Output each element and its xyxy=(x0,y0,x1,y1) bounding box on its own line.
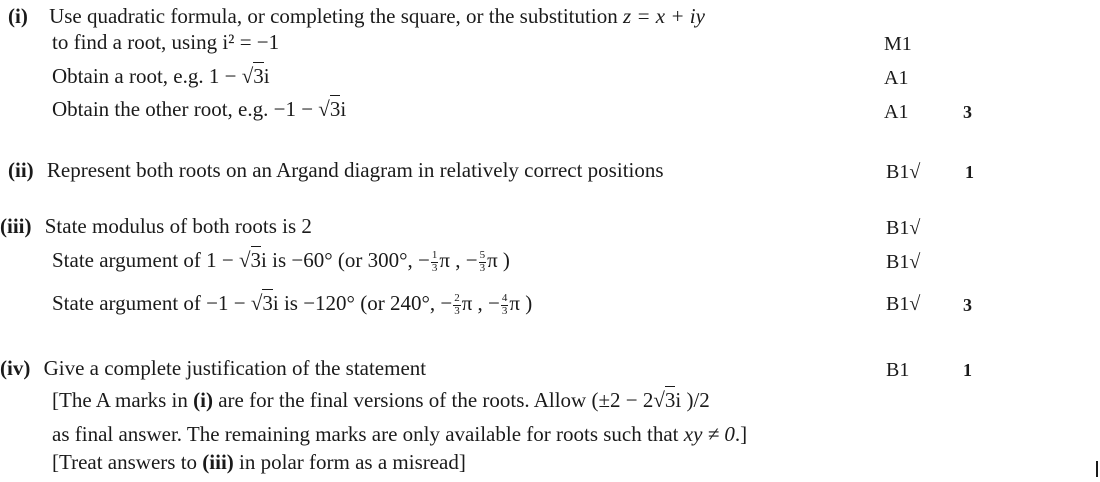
part-iii-mark-2: B1√ xyxy=(886,251,921,273)
part-i-mark-3: A1 xyxy=(884,101,909,123)
part-iii-mark-3: B1√ xyxy=(886,293,921,315)
part-iii-modulus: State modulus of both roots is 2 xyxy=(44,214,312,238)
part-iii-mark-1: B1√ xyxy=(886,217,921,239)
part-iv-mark: B1 xyxy=(886,359,910,381)
part-iii-label: (iii) xyxy=(0,214,32,238)
part-iv-note1-mid: are for the final versions of the roots. Allow (±2 − 2 xyxy=(212,388,654,412)
part-iv-note2-suffix: .] xyxy=(734,422,748,446)
part-iv-note3-suffix: in polar form as a misread] xyxy=(233,450,466,474)
part-iii-arg2-frac1: $\frac{2}{3}$ xyxy=(454,292,460,317)
part-iv-line-2: [The A marks in (i) are for the final versions of the roots. Allow (±2 − 2√3i )/2 xyxy=(52,388,710,412)
part-iv-line-4 xyxy=(52,452,466,473)
part-ii-text: Represent both roots on an Argand diagram in relatively correct positions xyxy=(46,158,664,182)
part-i-mark-2: A1 xyxy=(884,67,909,89)
part-iii-arg1-frac2: $\frac{5}{3}$ xyxy=(479,249,486,274)
part-i-substitution: z = x + iy xyxy=(622,4,705,28)
part-iv-label: (iv) xyxy=(0,356,31,380)
part-iii-arg2-frac2: $\frac{4}{3}$ xyxy=(501,292,508,317)
part-ii-label: (ii) xyxy=(8,158,34,182)
part-i-root2-prefix: Obtain the other root, e.g. −1 − xyxy=(52,97,319,121)
part-iii-arg1-pi1: π , − xyxy=(439,248,478,272)
part-iii-arg1-prefix: State argument of 1 − xyxy=(52,248,240,272)
part-iii-total: 3 xyxy=(963,295,972,315)
part-i-line-2: to find a root, using i² = −1 xyxy=(52,30,280,54)
part-iii-arg2-sqrt: 3 xyxy=(262,291,273,315)
part-iii-line-3: State argument of −1 − √3i is −120° (or 240°, − $\frac{2}{3}$ π , − $\frac{4}{3}$ π ) xyxy=(52,291,533,317)
part-iv-note1-sqrt: 3 xyxy=(664,388,676,412)
part-i-line-3: Obtain a root, e.g. 1 − √3i xyxy=(52,64,270,88)
part-i-label: (i) xyxy=(8,4,28,28)
part-iv-instruction: Give a complete justification of the statement xyxy=(43,356,427,380)
part-iii-arg2-pi1: π , − xyxy=(461,291,500,315)
part-iv-total: 1 xyxy=(963,360,972,380)
part-i-root2-sqrt: 3 xyxy=(329,97,341,121)
part-iii-arg1-frac1: $\frac{1}{3}$ xyxy=(431,249,438,274)
part-iv-note1-pre: [The A marks in xyxy=(52,388,194,412)
part-iv-note1-ref: (i) xyxy=(193,388,213,412)
part-ii-total: 1 xyxy=(965,162,974,182)
part-iii-arg2-prefix: State argument of −1 − xyxy=(52,291,251,315)
part-iv-line-3 xyxy=(52,424,747,445)
part-iv-line-1 xyxy=(0,358,426,379)
part-iii-arg1-mid: i is −60° (or 300°, − xyxy=(261,248,430,272)
part-i-line-1 xyxy=(8,6,705,27)
part-i-line-4: Obtain the other root, e.g. −1 − √3i xyxy=(52,97,347,121)
part-iii-arg2-pi2: π ) xyxy=(509,291,533,315)
part-iii-arg2-mid: i is −120° (or 240°, − xyxy=(272,291,453,315)
part-iii-line-1 xyxy=(0,216,312,237)
part-i-total: 3 xyxy=(963,102,972,122)
part-iii-arg1-pi2: π ) xyxy=(487,248,510,272)
part-iii-line-2: State argument of 1 − √3i is −60° (or 300°, − $\frac{1}{3}$ π , − $\frac{5}{3}$ π ) xyxy=(52,248,510,274)
part-i-root2-suffix: i xyxy=(340,97,347,121)
part-ii-mark: B1√ xyxy=(886,161,921,183)
text-cursor xyxy=(1096,461,1098,477)
part-i-root1-sqrt: 3 xyxy=(253,64,264,88)
part-iv-note3-pre: [Treat answers to xyxy=(52,450,203,474)
part-iv-note1-suffix: i )/2 xyxy=(675,388,710,412)
part-iii-arg1-sqrt: 3 xyxy=(250,248,262,272)
part-i-root1-suffix: i xyxy=(263,64,270,88)
part-iv-note3-ref: (iii) xyxy=(202,450,234,474)
part-iv-note2-condition: xy ≠ 0 xyxy=(683,422,735,446)
part-i-instruction: Use quadratic formula, or completing the square, or the substitution xyxy=(49,4,623,28)
part-i-mark-1: M1 xyxy=(884,33,912,55)
part-iv-note2-pre: as final answer. The remaining marks are only available for roots such that xyxy=(52,422,684,446)
part-i-root1-prefix: Obtain a root, e.g. 1 − xyxy=(52,64,242,88)
part-ii-line xyxy=(8,160,664,181)
